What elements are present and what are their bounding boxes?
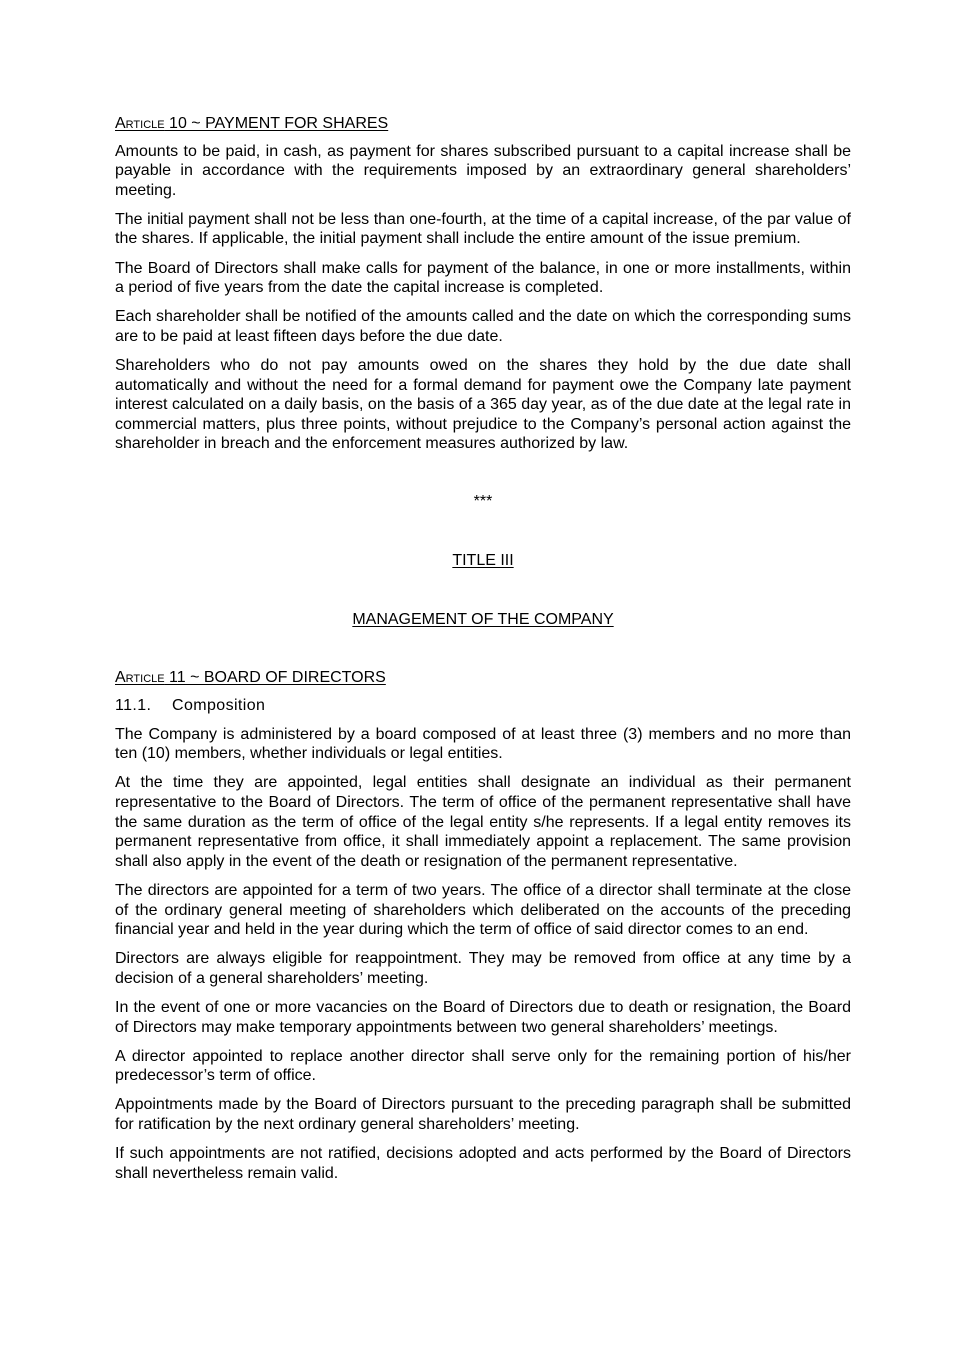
article-11-paragraph: Directors are always eligible for reappointment. They may be removed from office at any time by a decision of a general shareholders’ meeting. (115, 950, 851, 987)
article-10-heading-title: 10 ~ PAYMENT FOR SHARES (164, 115, 389, 132)
article-11-paragraph: Appointments made by the Board of Directors pursuant to the preceding paragraph shall be submitted for ratification by the next ordinary general shareholders’ meeting. (115, 1096, 851, 1133)
subsection-number: 11.1. (115, 696, 152, 714)
article-10-paragraph: The Board of Directors shall make calls for payment of the balance, in one or more installments, within a period of five years from the date the capital increase is completed. (115, 259, 851, 297)
article-11-heading-title: 11 ~ BOARD OF DIRECTORS (164, 669, 386, 687)
article-11-heading-prefix: Article (115, 669, 165, 687)
title-number: TITLE III (452, 551, 514, 569)
article-11-paragraph: If such appointments are not ratified, decisions adopted and acts performed by the Board of Directors shall nevertheless remain valid. (115, 1144, 851, 1182)
subsection-label: Composition (172, 696, 266, 714)
article-10-paragraph: Shareholders who do not pay amounts owed on the shares they hold by the due date shall automatically and without the need for a formal demand for payment owe the Company late payment interest calculated on a daily basis, on the basis of a 365 day year, as of the due date at the legal rate in commercial matters, plus three points, without prejudice to the Company’s personal action against the shareholder in breach and the enforcement measures authorized by law. (115, 356, 851, 453)
article-11-paragraph: The Company is administered by a board composed of at least three (3) members and no more than ten (10) members, whether individuals or legal entities. (115, 725, 851, 763)
section-separator: *** (473, 492, 493, 510)
article-11-paragraph: At the time they are appointed, legal entities shall designate an individual as their permanent representative to the Board of Directors. The term of office of the permanent representative shall have the same duration as the term of office of the legal entity s/he represents. If a legal entity removes its permanent representative from office, it shall immediately appoint a replacement. The same provision shall also apply in the event of the death or resignation of the permanent representative. (115, 774, 851, 870)
article-11-paragraph: A director appointed to replace another director shall serve only for the remaining portion of his/her predecessor’s term of office. (115, 1047, 851, 1085)
article-10-paragraph: Each shareholder shall be notified of the amounts called and the date on which the corresponding sums are to be paid at least fifteen days before the due date. (115, 308, 851, 345)
article-10-heading-prefix: Article (115, 115, 165, 132)
article-11-paragraph: In the event of one or more vacancies on the Board of Directors due to death or resignation, the Board of Directors may make temporary appointments between two general shareholders’ meetings. (115, 998, 851, 1036)
title-name: MANAGEMENT OF THE COMPANY (352, 610, 614, 628)
subsection-heading (115, 696, 851, 716)
article-10-paragraph: Amounts to be paid, in cash, as payment for shares subscribed pursuant to a capital increase shall be payable in accordance with the requirements imposed by an extraordinary general shareholders’ meeting. (115, 142, 851, 199)
article-10-paragraph: The initial payment shall not be less than one-fourth, at the time of a capital increase, of the par value of the shares. If applicable, the initial payment shall include the entire amount of the issue premium. (115, 210, 851, 248)
article-10-heading (115, 114, 851, 134)
document-page (115, 114, 851, 1193)
article-11-heading (115, 668, 851, 688)
article-11-paragraph: The directors are appointed for a term of two years. The office of a director shall terminate at the close of the ordinary general meeting of shareholders which deliberated on the accounts of the preceding financial year and held in the year during which the term of office of said director comes to an end. (115, 881, 851, 939)
